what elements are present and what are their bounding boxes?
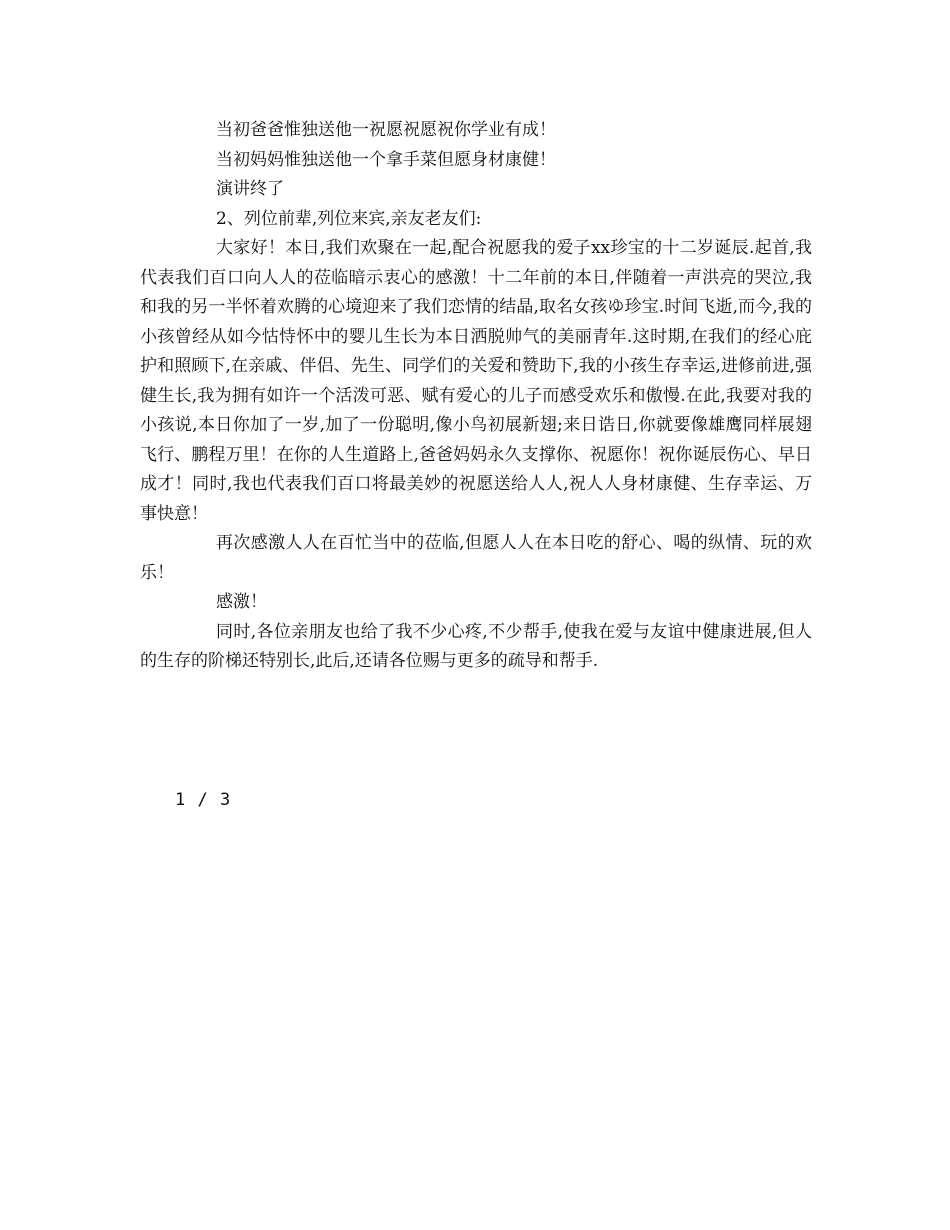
text-line: 演讲终了: [216, 179, 284, 199]
paragraph-thanks-again: 再次感激人人在百忙当中的莅临,但愿人人在本日吃的舒心、喝的纵情、玩的欢乐！: [140, 533, 812, 583]
paragraph-closing: 同时,各位亲朋友也给了我不少心疼,不少帮手,使我在爱与友谊中健康进展,但人的生存的阶梯还特别长,此后,还请各位赐与更多的疏导和帮手.: [140, 621, 812, 671]
paragraph-thanks: 感激！: [216, 592, 267, 612]
text-line: 当初爸爸惟独送他一祝愿祝愿祝你学业有成！: [216, 120, 556, 140]
document-body: [140, 116, 812, 677]
text-line: 当初妈妈惟独送他一个拿手菜但愿身材康健！: [216, 149, 556, 170]
page-number: 1 / 3: [175, 790, 232, 810]
section-heading: 2、列位前辈,列位来宾,亲友老友们:: [216, 208, 482, 229]
paragraph-greeting: 大家好！本日,我们欢聚在一起,配合祝愿我的爱子xx珍宝的十二岁诞辰.起首,我代表我们百口向人人的莅临暗示衷心的感激！十二年前的本日,伴随着一声洪亮的哭泣,我和我的另一半怀着欢腾的心境迎来了我们恋情的结晶,取名女孩ゆ珍宝.时间飞逝,而今,我的小孩曾经从如今怙恃怀中的婴儿生长为本日洒脱帅气的美丽青年.这时期,在我们的经心庇护和照顾下,在亲戚、伴侣、先生、同学们的关爱和赞助下,我的小孩生存幸运,进修前进,强健生长,我为拥有如许一个活泼可恶、赋有爱心的儿子而感受欢乐和傲慢.在此,我要对我的小孩说,本日你加了一岁,加了一份聪明,像小鸟初展新翅;来日诰日,你就要像雄鹰同样展翅飞行、鹏程万里！在你的人生道路上,爸爸妈妈永久支撑你、祝愿你！祝你诞辰伤心、早日成才！同时,我也代表我们百口将最美妙的祝愿送给人人,祝人人身材康健、生存幸运、万事快意！: [140, 238, 812, 524]
